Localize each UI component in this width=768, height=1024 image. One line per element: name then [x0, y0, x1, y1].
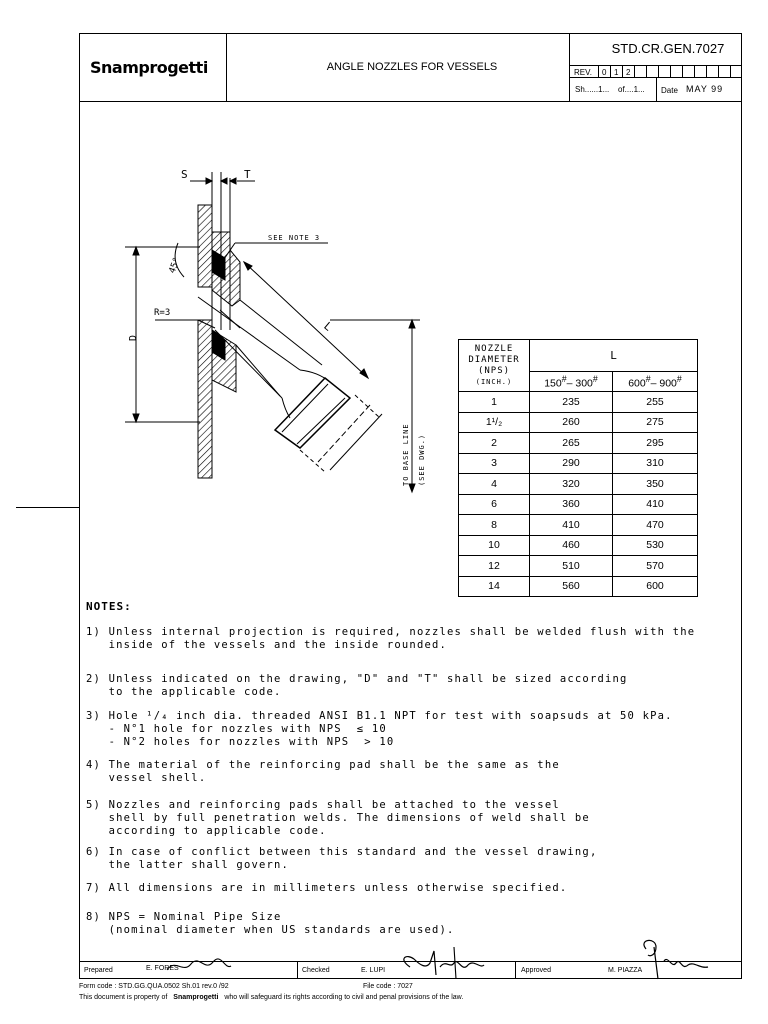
margin-line: [16, 507, 79, 508]
cell-l-150-300: 510: [530, 556, 613, 577]
table-row: [459, 576, 698, 597]
table-row: [459, 392, 698, 413]
prepared-name: E. FORES: [146, 965, 179, 972]
note-7: 7) All dimensions are in millimeters unless otherwise specified.: [86, 882, 568, 894]
table-row: [459, 556, 698, 577]
rev-cell-line: [730, 65, 731, 77]
rev-2: 2: [626, 68, 631, 77]
note-8: 8) NPS = Nominal Pipe Size (nominal diameter when US standards are used).: [86, 911, 455, 936]
cell-nps: 1: [459, 392, 530, 413]
rev-1: 1: [614, 68, 619, 77]
cell-l-150-300: 560: [530, 576, 613, 597]
standard-code: STD.CR.GEN.7027: [611, 41, 725, 56]
date-label: Date: [661, 86, 678, 95]
note-1: 1) Unless internal projection is required, nozzles shall be welded flush with the inside of the vessels and the inside rounded.: [86, 626, 696, 651]
title-block-divider-1: [226, 33, 227, 101]
form-code: Form code : STD.GG.QUA.0502 Sh.01 rev.0 /92: [79, 983, 229, 990]
rev-cell-line: [622, 65, 623, 77]
rev-cell-line: [718, 65, 719, 77]
company-logo: Snamprogetti: [90, 58, 208, 77]
sheet-label: Sh......1...: [575, 85, 610, 94]
checked-name: E. LUPI: [361, 967, 386, 974]
cell-nps: 2: [459, 433, 530, 454]
document-title: ANGLE NOZZLES FOR VESSELS: [326, 61, 498, 73]
header-line: (INCH.): [475, 377, 513, 386]
cell-nps: 4: [459, 474, 530, 495]
cell-l-150-300: 320: [530, 474, 613, 495]
label-see-dwg: (SEE DWG.): [418, 433, 426, 486]
cell-l-150-300: 410: [530, 515, 613, 536]
checked-label: Checked: [302, 967, 330, 974]
label-see-note: SEE NOTE 3: [268, 234, 321, 242]
label-s: S: [181, 168, 188, 181]
cell-nps: 10: [459, 535, 530, 556]
rev-cell-line: [634, 65, 635, 77]
note-2: 2) Unless indicated on the drawing, "D" and "T" shall be sized according to the applicable code.: [86, 673, 628, 698]
cell-l-600-900: 570: [613, 556, 698, 577]
property-notice: This document is property of Snamprogetti who will safeguard its rights according to civil and penal provisions of the law.: [79, 994, 464, 1001]
cell-nps: 8: [459, 515, 530, 536]
cell-nps: 1¹/₂: [459, 412, 530, 433]
table-row: [459, 433, 698, 454]
label-radius: R=3: [154, 308, 171, 318]
cell-l-600-900: 295: [613, 433, 698, 454]
notes-title: NOTES:: [86, 600, 132, 613]
cell-l-150-300: 265: [530, 433, 613, 454]
cell-nps: 14: [459, 576, 530, 597]
note-3: 3) Hole ¹/₄ inch dia. threaded ANSI B1.1 NPT for test with soapsuds at 50 kPa. - N°1 hole for nozzles with NPS ≤ 10 - N°2 holes for nozzles with NPS > 10: [86, 710, 673, 748]
date-value: MAY 99: [686, 84, 724, 94]
table-row: [459, 515, 698, 536]
header-nozzle-diameter: [459, 340, 530, 392]
header-line: DIAMETER: [468, 354, 520, 365]
label-l: L: [321, 319, 335, 334]
table-row: [459, 494, 698, 515]
sheet-of: of....1...: [618, 85, 645, 94]
rev-cell-line: [658, 65, 659, 77]
header-class-150-300: 150#– 300#: [530, 372, 613, 392]
header-class-600-900: 600#– 900#: [613, 372, 698, 392]
table-row: [459, 535, 698, 556]
cell-l-150-300: 260: [530, 412, 613, 433]
approved-label: Approved: [521, 967, 551, 974]
nozzle-length-table: [458, 339, 698, 597]
nozzle-drawing: [100, 160, 440, 500]
table-row: [459, 474, 698, 495]
cell-nps: 6: [459, 494, 530, 515]
signature-divider: [515, 961, 516, 979]
rev-cell-line: [706, 65, 707, 77]
rev-cell-line: [598, 65, 599, 77]
approved-signature: [630, 935, 710, 981]
cell-l-150-300: 360: [530, 494, 613, 515]
rev-cell-line: [682, 65, 683, 77]
label-angle: 45°: [167, 256, 183, 275]
label-t: T: [244, 168, 251, 181]
header-l: L: [530, 340, 698, 372]
prepared-signature: [165, 952, 235, 978]
cell-l-150-300: 460: [530, 535, 613, 556]
note-4: 4) The material of the reinforcing pad shall be the same as the vessel shell.: [86, 759, 560, 784]
rev-cell-line: [694, 65, 695, 77]
note-6: 6) In case of conflict between this standard and the vessel drawing, the latter shall govern.: [86, 846, 598, 871]
cell-l-600-900: 255: [613, 392, 698, 413]
cell-l-600-900: 350: [613, 474, 698, 495]
cell-l-150-300: 235: [530, 392, 613, 413]
label-base-line: TO BASE LINE: [402, 423, 410, 486]
cell-nps: 3: [459, 453, 530, 474]
prepared-label: Prepared: [84, 967, 113, 974]
title-block-bottom: [79, 101, 742, 102]
cell-l-600-900: 530: [613, 535, 698, 556]
rev-0: 0: [602, 68, 607, 77]
date-divider: [656, 77, 657, 101]
table-row: [459, 412, 698, 433]
approved-name: M. PIAZZA: [608, 967, 643, 974]
cell-l-600-900: 600: [613, 576, 698, 597]
header-line: (NPS): [477, 365, 511, 376]
cell-nps: 12: [459, 556, 530, 577]
cell-l-600-900: 470: [613, 515, 698, 536]
cell-l-150-300: 290: [530, 453, 613, 474]
table-row: [459, 453, 698, 474]
rev-label: REV.: [574, 68, 592, 77]
label-d: D: [128, 334, 139, 341]
cell-l-600-900: 410: [613, 494, 698, 515]
header-line: NOZZLE: [474, 343, 514, 354]
rev-cell-line: [610, 65, 611, 77]
rev-cell-line: [670, 65, 671, 77]
cell-l-600-900: 310: [613, 453, 698, 474]
property-company: Snamprogetti: [173, 994, 219, 1001]
checked-signature: [396, 945, 486, 981]
cell-l-600-900: 275: [613, 412, 698, 433]
file-code: File code : 7027: [363, 983, 413, 990]
signature-divider: [297, 961, 298, 979]
rev-cell-line: [646, 65, 647, 77]
note-5: 5) Nozzles and reinforcing pads shall be attached to the vessel shell by full penetration welds. The dimensions of weld shall be according to applicable code.: [86, 799, 590, 837]
